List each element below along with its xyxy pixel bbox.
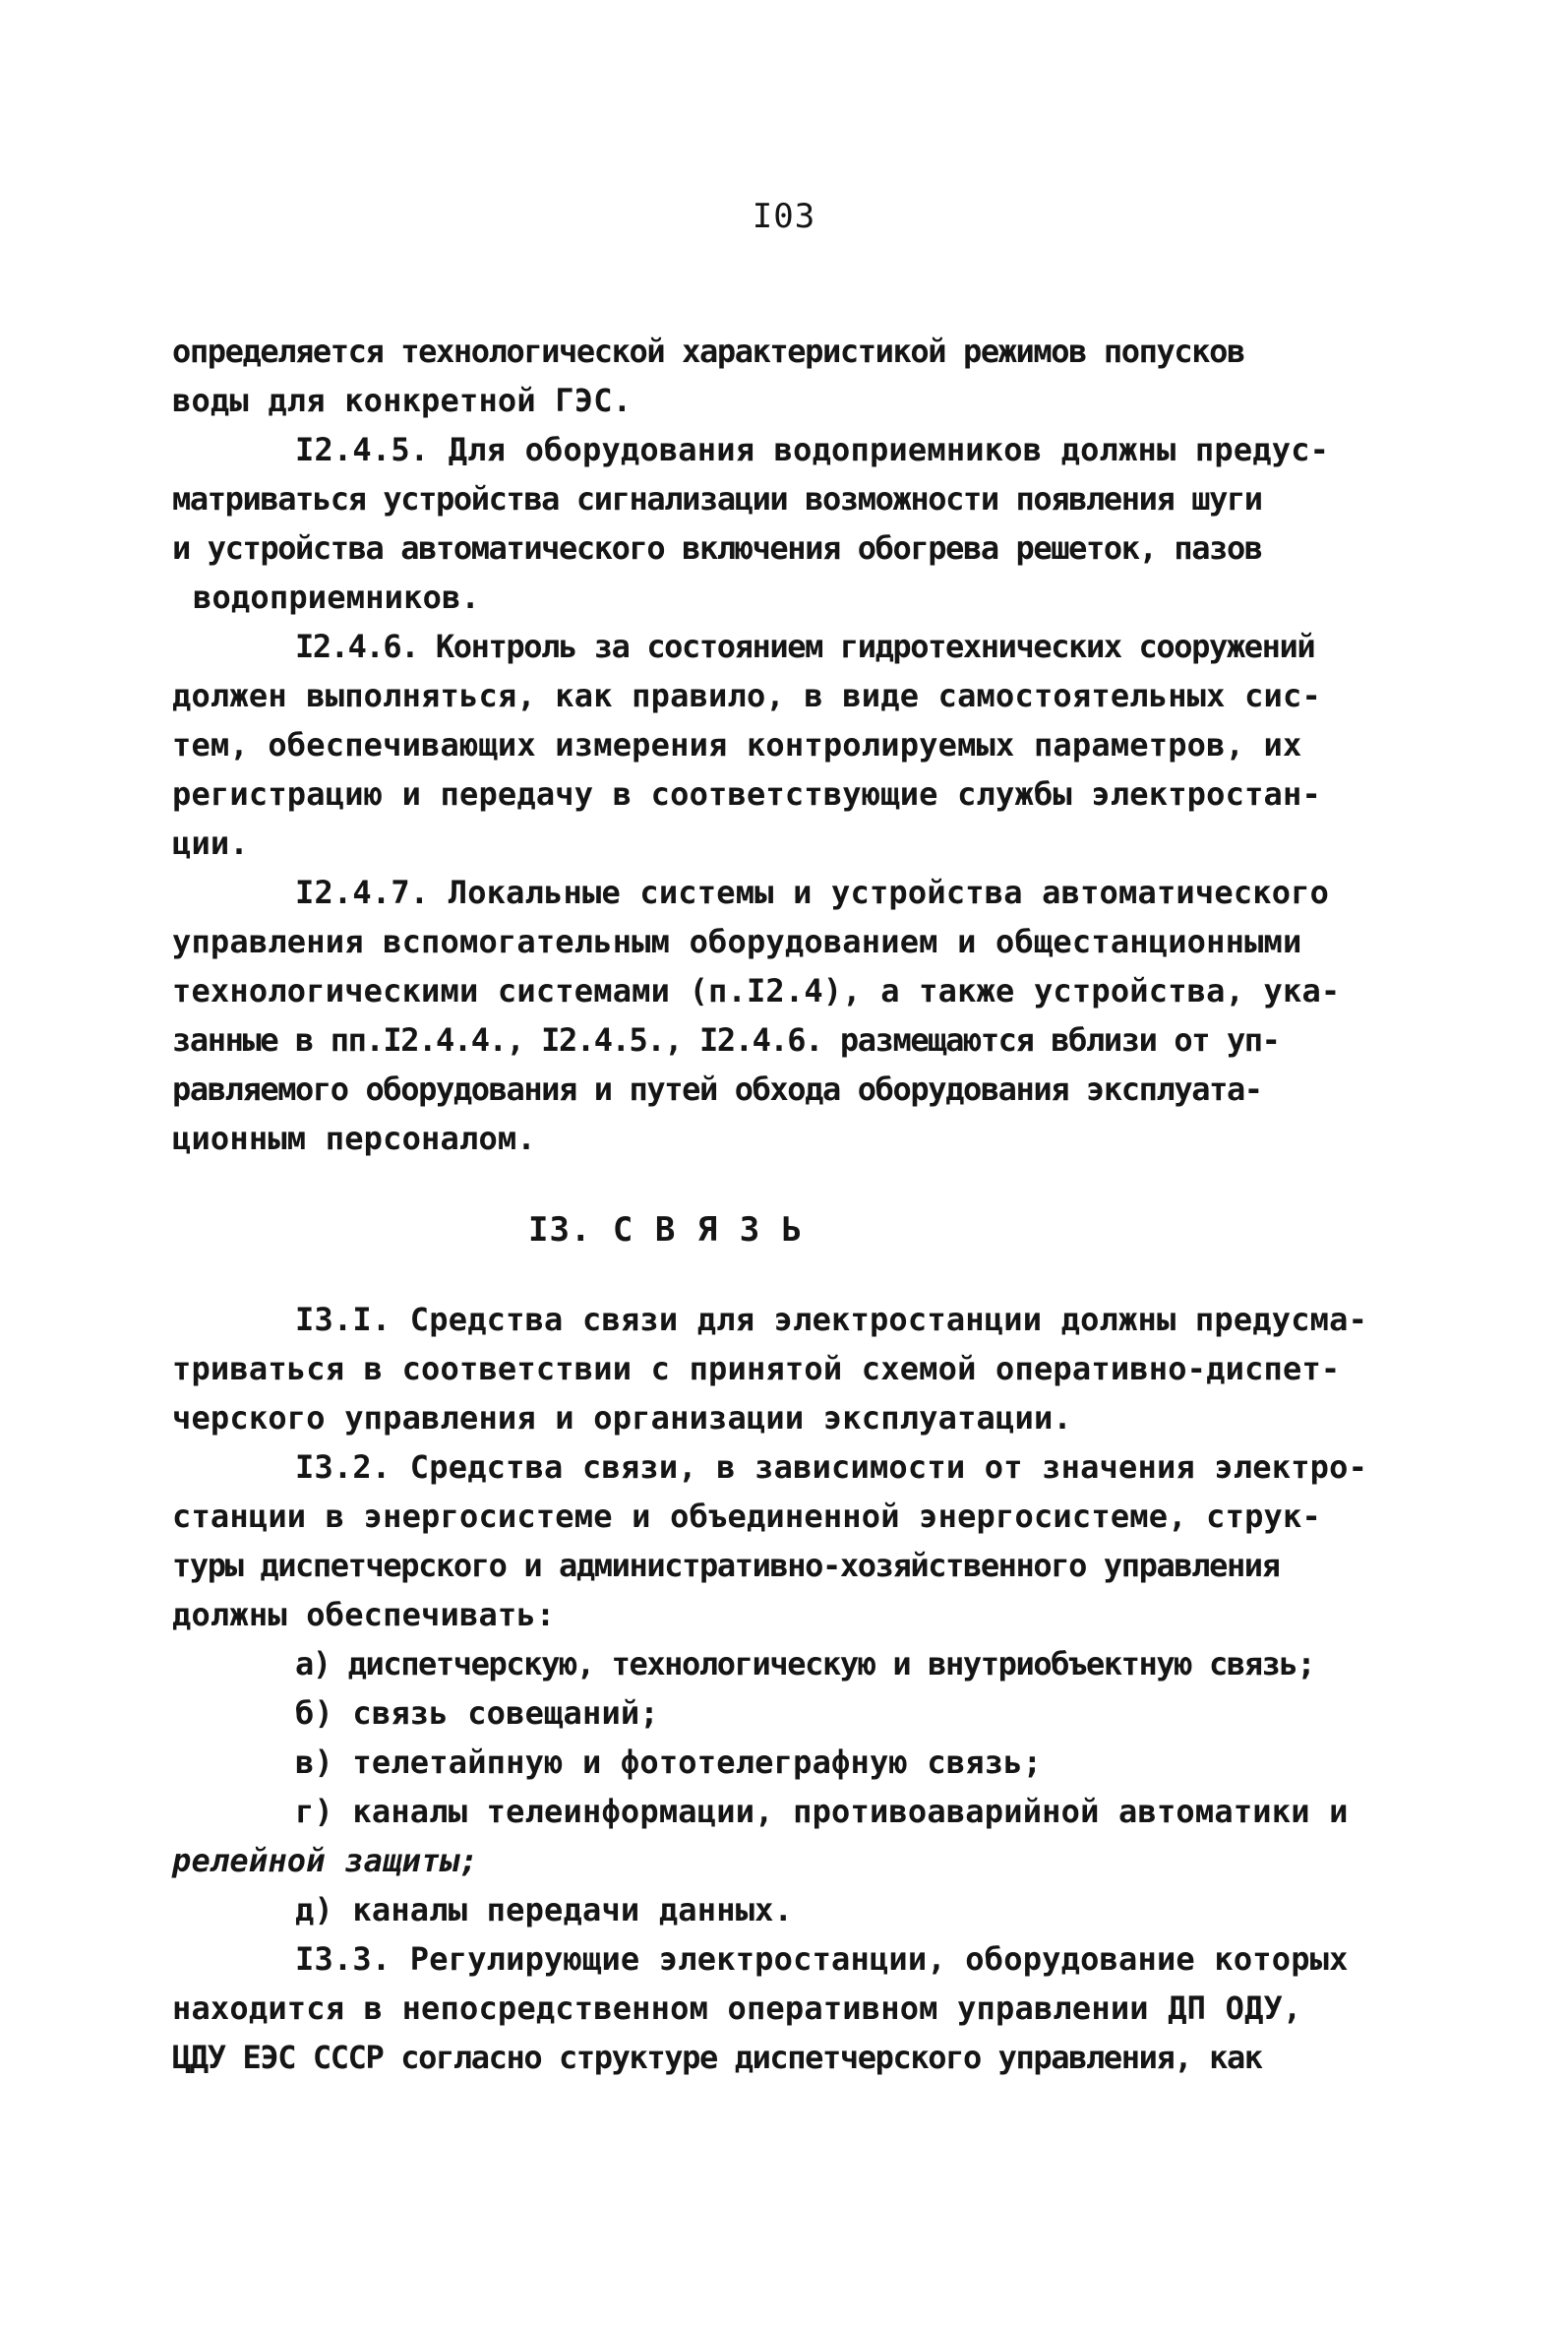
text-line: станции в энергосистеме и объединенной энергосистеме, струк- — [172, 1498, 1321, 1535]
text-line: и устройства автоматического включения обогрева решеток, пазов — [172, 529, 1262, 567]
text-line: определяется технологической характеристикой режимов попусков — [172, 333, 1244, 370]
text-line: регистрацию и передачу в соответствующие службы электростан- — [172, 775, 1321, 813]
text-line: I3.I. Средства связи для электростанции должны предусма- — [295, 1301, 1368, 1338]
text-line: занные в пп.I2.4.4., I2.4.5., I2.4.6. размещаются вблизи от уп- — [172, 1021, 1280, 1059]
text-line: туры диспетчерского и административно-хозяйственного управления — [172, 1547, 1280, 1584]
text-line: равляемого оборудования и путей обхода оборудования эксплуата- — [172, 1071, 1262, 1108]
text-line: релейной защиты; — [172, 1842, 479, 1879]
text-line: водоприемников. — [193, 579, 480, 616]
list-item: а) диспетчерскую, технологическую и внутриобъектную связь; — [295, 1645, 1315, 1683]
text-line: управления вспомогательным оборудованием и общестанционными — [172, 923, 1302, 960]
text-line: ционным персоналом. — [172, 1120, 536, 1157]
text-line: I2.4.7. Локальные системы и устройства автоматического — [295, 874, 1330, 911]
text-line: I3.2. Средства связи, в зависимости от значения электро- — [295, 1448, 1368, 1486]
text-line: ции. — [172, 825, 249, 862]
list-item: д) каналы передачи данных. — [295, 1891, 794, 1928]
text-line: I3.3. Регулирующие электростанции, оборудование которых — [295, 1940, 1349, 1978]
text-line: черского управления и организации эксплуатации. — [172, 1399, 1072, 1437]
page-number: I03 — [752, 197, 816, 236]
text-line: ЦДУ ЕЭС СССР согласно структуре диспетчерского управления, как — [172, 2039, 1262, 2076]
text-line: находится в непосредственном оперативном управлении ДП ОДУ, — [172, 1989, 1302, 2027]
text-line: должен выполняться, как правило, в виде самостоятельных сис- — [172, 677, 1321, 714]
text-line: триваться в соответствии с принятой схемой оперативно-диспет- — [172, 1350, 1341, 1387]
text-line: I2.4.5. Для оборудования водоприемников должны предус- — [295, 431, 1330, 468]
list-item: в) телетайпную и фототелеграфную связь; — [295, 1744, 1043, 1781]
text-line: должны обеспечивать: — [172, 1596, 556, 1633]
text-line: I2.4.6. Контроль за состоянием гидротехнических сооружений — [295, 628, 1315, 665]
text-line: матриваться устройства сигнализации возможности появления шуги — [172, 480, 1262, 518]
list-item: б) связь совещаний; — [295, 1694, 659, 1732]
text-line: воды для конкретной ГЭС. — [172, 382, 633, 419]
list-item: г) каналы телеинформации, противоаварийной автоматики и — [295, 1793, 1349, 1830]
text-line: технологическими системами (п.I2.4), а также устройства, ука- — [172, 972, 1341, 1010]
text-line: тем, обеспечивающих измерения контролируемых параметров, их — [172, 726, 1302, 764]
section-heading: I3. С В Я З Ь — [528, 1210, 804, 1250]
